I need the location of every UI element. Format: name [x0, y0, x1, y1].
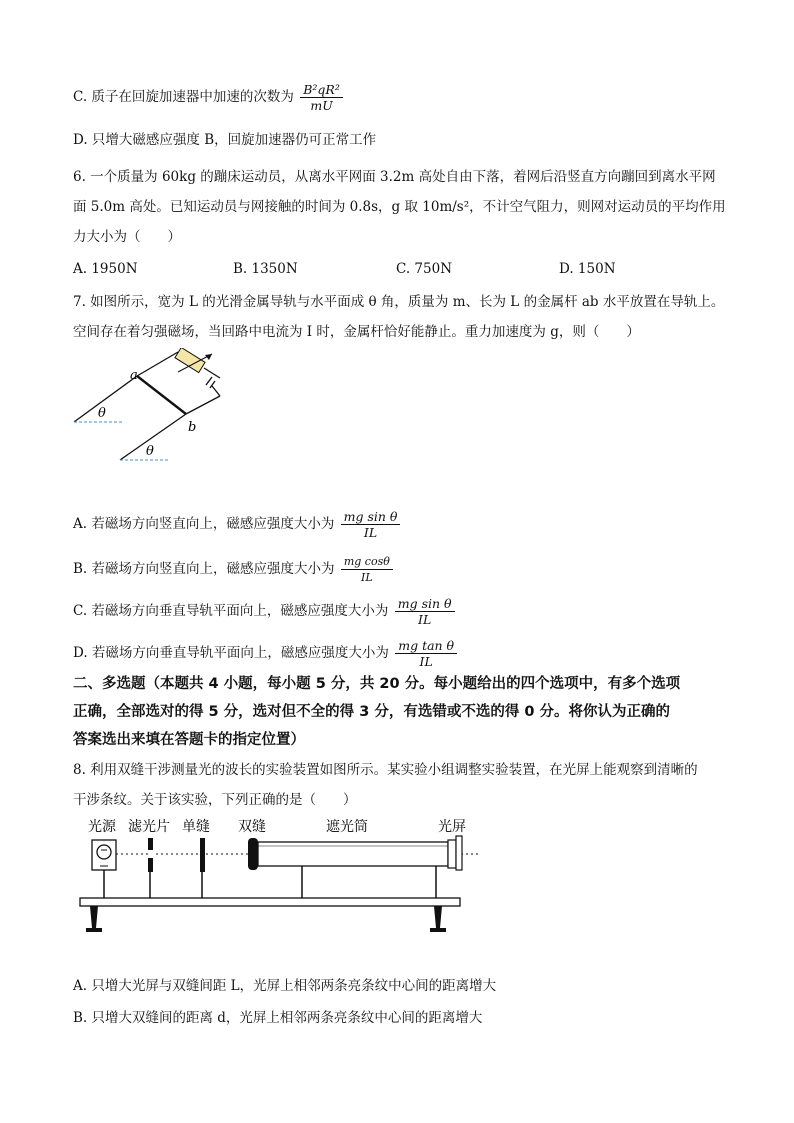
optical-bench: [80, 898, 460, 906]
fraction-numerator: mg sin θ: [341, 509, 401, 525]
q6-stem-line2: 面 5.0m 高处。已知运动员与网接触的时间为 0.8s，g 取 10m/s²，不计空气阻力，则网对运动员的平均作用: [73, 199, 726, 215]
double-slit-apparatus-figure: [72, 812, 502, 942]
battery-plate-long: [206, 377, 212, 385]
label-theta: θ: [146, 444, 154, 459]
label-single-slit: 单缝: [182, 819, 210, 835]
bench-foot: [430, 928, 446, 932]
label-double-slit: 双缝: [238, 819, 266, 835]
wire: [212, 386, 220, 396]
q7-option-d-text: D. 若磁场方向垂直导轨平面向上，磁感应强度大小为: [73, 645, 389, 661]
fraction-numerator: mg cosθ: [341, 554, 393, 570]
lower-rail-extension: [186, 396, 220, 414]
q7-rail-figure: [60, 348, 260, 468]
bench-leg: [434, 906, 442, 928]
q7-stem-line1: 7. 如图所示，宽为 L 的光滑金属导轨与水平面成 θ 角，质量为 m、长为 L 的金属杆 ab 水平放置在导轨上。: [73, 294, 725, 310]
q7-option-d-fraction: [395, 638, 457, 669]
upper-rail-extension: [137, 352, 178, 376]
q7-option-c-text: C. 若磁场方向垂直导轨平面向上，磁感应强度大小为: [73, 603, 389, 619]
q7-option-a-text: A. 若磁场方向竖直向上，磁感应强度大小为: [73, 516, 335, 532]
section2-heading-line1: 二、多选题（本题共 4 小题，每小题 5 分，共 20 分。每小题给出的四个选项中，有多个选项: [73, 676, 681, 692]
fraction-denominator: IL: [419, 654, 433, 669]
single-slit: [200, 838, 205, 872]
q6-option-b: B. 1350N: [233, 261, 298, 277]
fraction-denominator: IL: [361, 571, 373, 584]
q8-stem-line1: 8. 利用双缝干涉测量光的波长的实验装置如图所示。某实验小组调整实验装置，在光屏上能观察到清晰的: [73, 762, 698, 778]
bulb-icon: [97, 845, 111, 859]
q8-option-a: A. 只增大光屏与双缝间距 L，光屏上相邻两条亮条纹中心间的距离增大: [73, 978, 497, 994]
fraction-denominator: mU: [310, 98, 333, 113]
double-slit: [248, 838, 258, 870]
fraction-numerator: mg tan θ: [395, 638, 457, 654]
label-tube: 遮光筒: [326, 819, 368, 835]
label-filter: 滤光片: [128, 819, 170, 835]
q8-stem-line2: 干涉条纹。关于该实验，下列正确的是（ ）: [73, 792, 357, 808]
section2-heading-line2: 正确，全部选对的得 5 分，选对但不全的得 3 分，有选错或不选的得 0 分。将你认为正确的: [73, 704, 671, 720]
q7-option-b-text: B. 若磁场方向竖直向上，磁感应强度大小为: [73, 561, 335, 577]
q7-option-d: [73, 638, 457, 669]
metal-rod-ab: [137, 376, 186, 414]
bench-leg: [90, 906, 98, 928]
q5-option-c: [73, 82, 343, 113]
q7-option-c-fraction: [395, 596, 455, 627]
q6-option-c: C. 750N: [396, 261, 453, 277]
label-b: b: [188, 420, 197, 435]
q7-option-a-fraction: [341, 509, 401, 540]
q5-option-c-text: C. 质子在回旋加速器中加速的次数为: [73, 89, 294, 105]
q6-stem-line3: 力大小为（ ）: [73, 229, 181, 245]
fraction-numerator: B²qR²: [300, 82, 343, 98]
q7-stem-line2: 空间存在着匀强磁场，当回路中电流为 I 时，金属杆恰好能静止。重力加速度为 g，则（ ）: [73, 324, 640, 340]
fraction-denominator: IL: [363, 525, 378, 540]
section2-heading-line3: 答案选出来填在答题卡的指定位置）: [73, 732, 305, 748]
shading-tube: [258, 842, 448, 866]
q5-option-d: D. 只增大磁感应强度 B，回旋加速器仍可正常工作: [73, 132, 377, 148]
label-theta: θ: [98, 406, 106, 421]
wire: [204, 368, 220, 378]
fraction-denominator: IL: [418, 612, 432, 627]
q6-option-a: A. 1950N: [73, 261, 138, 277]
q7-option-b: [73, 554, 393, 585]
q5-option-c-fraction: [300, 82, 343, 113]
light-screen: [456, 836, 462, 870]
q6-option-d: D. 150N: [559, 261, 616, 277]
q8-option-b: B. 只增大双缝间的距离 d，光屏上相邻两条亮条纹中心间的距离增大: [73, 1010, 483, 1026]
q6-stem-line1: 6. 一个质量为 60kg 的蹦床运动员，从离水平网面 3.2m 高处自由下落，着网后沿竖直方向蹦回到离水平网: [73, 169, 716, 185]
bench-foot: [86, 928, 102, 932]
label-light-source: 光源: [88, 819, 116, 835]
q7-option-b-fraction: [341, 554, 393, 585]
label-screen: 光屏: [438, 819, 466, 835]
filter-gap: [148, 850, 153, 858]
label-a: a: [130, 368, 138, 383]
q7-option-a: [73, 509, 400, 540]
screen-holder: [448, 840, 456, 868]
fraction-numerator: mg sin θ: [395, 596, 455, 612]
q7-option-c: [73, 596, 455, 627]
